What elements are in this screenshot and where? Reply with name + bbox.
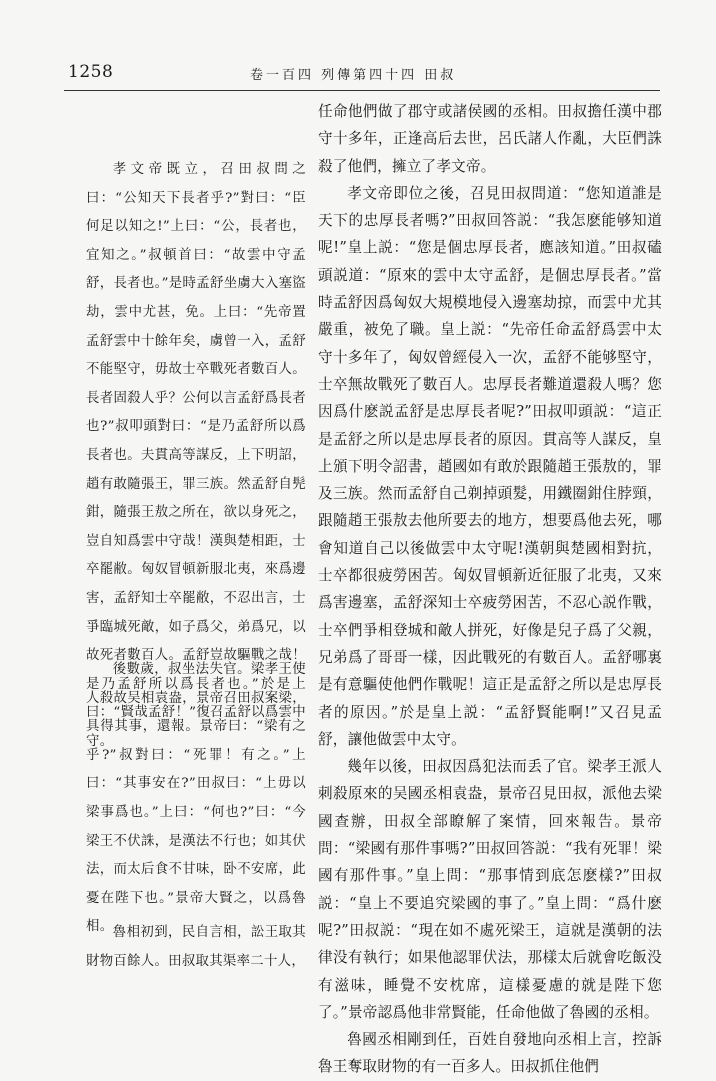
- classical-paragraph-1: 孝文帝既立，召田叔問之曰：“公知天下長者乎?”對曰：“臣何足以知之!”上曰：“公，長者也，宜知之。”叔頓首曰：“故雲中守孟舒，長者也。”是時孟舒坐虜大入塞盜劫，雲中尤甚，免。上曰：“先帝置孟舒雲中十餘年矣，虜曾一入，孟舒不能堅守，毋故士卒戰死者數百人。長者固殺人乎？公何以言孟舒爲長者也?”叔叩頭對曰：“是乃孟舒所以爲長者也。夫貫高等謀反，上下明詔，趙有敢隨張王，罪三族。然孟舒自髡鉗，隨張王敖之所在，欲以身死之，豈自知爲雲中守哉！漢與楚相距，士卒罷敝。匈奴冒頓新服北夷，來爲邊害，孟舒知士卒罷敝，不忍出言，士爭臨城死敵，如子爲父，弟爲兄，以故死者數百人。孟舒豈故驅戰之哉！是乃孟舒所以爲長者也。”於是上曰：“賢哉孟舒！”復召孟舒以爲雲中守。: [86, 162, 306, 749]
- translation-paragraph-4: 魯國丞相剛到任，百姓自發地向丞相上言，控訴魯王奪取財物的有一百多人。田叔抓住他們: [318, 1031, 662, 1076]
- translation-paragraph-1: 任命他們做了郡守或諸侯國的丞相。田叔擔任漢中郡守十多年，正逢高后去世，呂氏諸人作亂，大臣們誅殺了他們，擁立了孝文帝。: [318, 103, 662, 175]
- page-number: 1258: [68, 62, 114, 82]
- translation-paragraph-3: 幾年以後，田叔因爲犯法而丢了官。梁孝王派人刺殺原來的吴國丞相袁盎，景帝召見田叔，派他去梁國查辦，田叔全部瞭解了案情，回來報告。景帝問：“梁國有那件事嗎?”田叔回答説：“我有死罪！梁國有那件事。”皇上問：“那事情到底怎麽樣?”田叔説：“皇上不要追究梁國的事了。”皇上問：“爲什麽呢?”田叔説：“現在如不處死梁王，這就是漢朝的法律没有執行；如果他認罪伏法，那樣太后就會吃飯没有滋味，睡覺不安枕席，這樣憂慮的就是陛下您了。”景帝認爲他非常賢能，任命他做了魯國的丞相。: [318, 758, 662, 1021]
- header-rule: [64, 90, 660, 91]
- classical-paragraph-3: 魯相初到，民自言相，訟王取其財物百餘人。田叔取其渠率二十人，: [86, 925, 306, 969]
- translation-column: [318, 98, 662, 1081]
- classical-paragraph-2: 後數歲，叔坐法失官。梁孝王使人殺故吴相袁盎，景帝召田叔案梁，具得其事，還報。景帝曰：“梁有之乎?”叔對曰：“死罪！有之。”上曰：“其事安在?”田叔曰：“上毋以梁事爲也。”上曰：“何也?”曰：“今梁王不伏誅，是漢法不行也；如其伏法，而太后食不甘味，卧不安席，此憂在陛下也。”景帝大賢之，以爲魯相。: [86, 662, 306, 935]
- translation-paragraph-2: 孝文帝即位之後，召見田叔問道：“您知道誰是天下的忠厚長者嗎?”田叔回答説：“我怎麽能够知道呢!”皇上説：“您是個忠厚長者，應該知道。”田叔磕頭説道：“原來的雲中太守孟舒，是個忠厚長者。”當時孟舒因爲匈奴大規模地侵入邊塞劫掠，而雲中尤其嚴重，被免了職。皇上説：“先帝任命孟舒爲雲中太守十多年了，匈奴曾經侵入一次，孟舒不能够堅守，士卒無故戰死了數百人。忠厚長者難道還殺人嗎？您因爲什麽説孟舒是忠厚長者呢?”田叔叩頭説：“這正是孟舒之所以是忠厚長者的原因。貫高等人謀反，皇上頒下明令詔書，趙國如有敢於跟隨趙王張敖的，罪及三族。然而孟舒自己剃掉頭髮，用鐵圈鉗住脖頸，跟隨趙王張敖去他所要去的地方，想要爲他去死，哪會知道自己以後做雲中太守呢!漢朝與楚國相對抗，士卒都很疲勞困苦。匈奴冒頓新近征服了北夷，又來爲害邊塞，孟舒深知士卒疲勞困苦，不忍心説作戰，士卒們爭相登城和敵人拼死，好像是兒子爲了父親，兄弟爲了哥哥一樣，因此戰死的有數百人。孟舒哪裏是有意驅使他們作戰呢！這正是孟舒之所以是忠厚長者的原因。”於是皇上説：“孟舒賢能啊!”又召見孟舒，讓他做雲中太守。: [318, 184, 662, 748]
- running-head: 卷一百四 列傳第四十四 田叔: [250, 68, 457, 83]
